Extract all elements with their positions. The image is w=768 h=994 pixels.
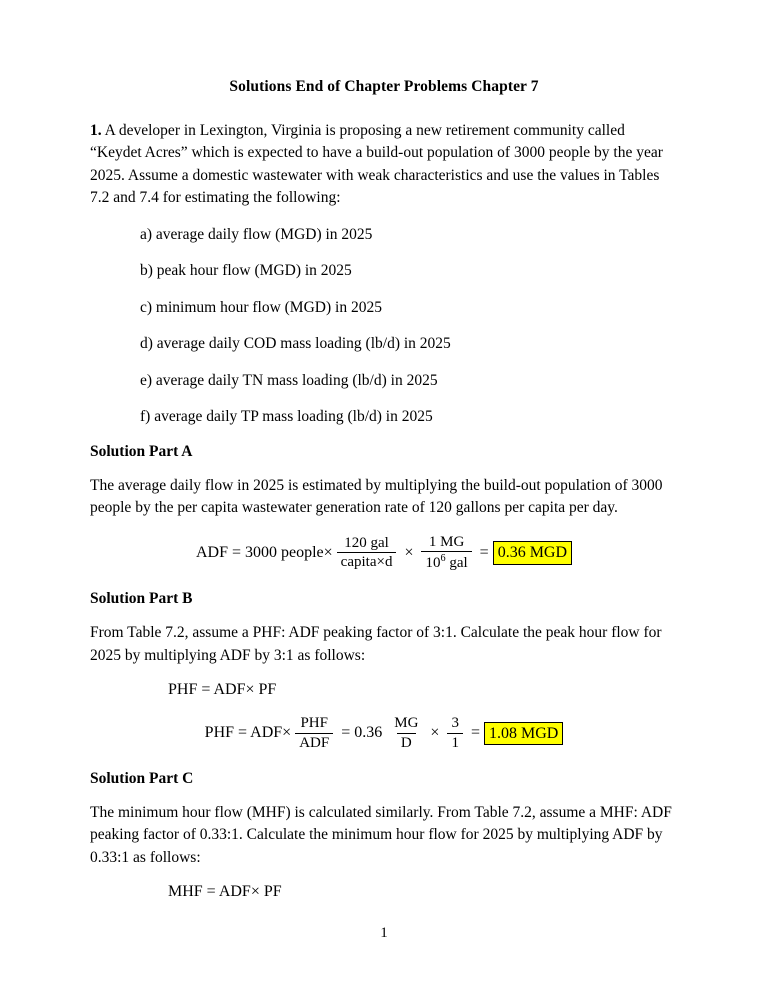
problem-text: A developer in Lexington, Virginia is proposing a new retirement community called “Keydet Acres” which is expected to have a build-out population of 3000 people by the year 2025. Assume a domestic wastewater with weak characteristics and use the values in Tables 7.2 and 7.4 for estimating the following: xyxy=(90,122,663,207)
problem-item-c: c) minimum hour flow (MGD) in 2025 xyxy=(140,298,382,316)
equation-adf-frac2-numerator: 1 MG xyxy=(428,533,465,550)
equation-adf-times: × xyxy=(404,543,414,561)
section-body-part-a: The average daily flow in 2025 is estimated by multiplying the build-out population of 3000 people by the per capita wastewater generation rate of 120 gallons per capita per day. xyxy=(90,476,663,517)
section-body-part-b: From Table 7.2, assume a PHF: ADF peaking factor of 3:1. Calculate the peak hour flow for 2025 by multiplying ADF by 3:1 as follows: xyxy=(90,624,662,664)
section-heading-part-b: Solution Part B xyxy=(90,590,193,608)
section-heading-part-c: Solution Part C xyxy=(90,769,194,787)
equation-phf xyxy=(90,715,678,752)
page-number: 1 xyxy=(380,925,388,941)
equation-phf-simple xyxy=(90,681,678,699)
equation-phf-fraction-1 xyxy=(295,715,333,752)
equation-phf-frac2-numerator: MG xyxy=(394,715,419,732)
page-title: Solutions End of Chapter Problems Chapter 7 xyxy=(229,78,539,95)
problem-item-d: d) average daily COD mass loading (lb/d) in 2025 xyxy=(140,335,451,353)
equation-adf-frac2-exponent: 6 xyxy=(440,553,446,565)
equation-adf-fraction-1 xyxy=(337,535,397,572)
equation-phf-equals-1: = 0.36 xyxy=(341,724,383,742)
equation-adf-equals: = xyxy=(479,543,489,561)
equation-phf-frac3-denominator: 1 xyxy=(447,733,463,752)
equation-phf-frac1-denominator: ADF xyxy=(295,733,333,752)
equation-phf-equals-2: = xyxy=(470,724,480,742)
problem-item-e: e) average daily TN mass loading (lb/d) in 2025 xyxy=(140,371,438,389)
equation-phf-simple-text: PHF = ADF× PF xyxy=(168,681,277,699)
equation-adf-lhs: ADF = 3000 people× xyxy=(195,543,333,561)
problem-statement xyxy=(90,120,678,210)
equation-adf-result-highlight: 0.36 MGD xyxy=(493,541,572,564)
equation-mhf-simple xyxy=(90,883,678,901)
equation-adf-fraction-2 xyxy=(421,534,471,573)
equation-phf-frac2-denominator: D xyxy=(397,733,416,752)
equation-phf-fraction-3 xyxy=(447,715,463,752)
equation-adf-frac2-unit: gal xyxy=(445,555,468,572)
equation-mhf-simple-text: MHF = ADF× PF xyxy=(168,883,282,901)
equation-adf-frac2-denominator xyxy=(421,551,471,572)
equation-adf-frac1-denominator: capita×d xyxy=(337,552,397,571)
equation-phf-result-highlight: 1.08 MGD xyxy=(484,722,563,745)
equation-phf-frac3-numerator: 3 xyxy=(451,715,459,732)
equation-phf-fraction-2 xyxy=(390,715,422,752)
equation-adf-frac2-base: 10 xyxy=(425,555,441,572)
problem-item-b: b) peak hour flow (MGD) in 2025 xyxy=(140,262,352,280)
equation-adf xyxy=(90,534,678,573)
problem-number: 1. xyxy=(90,122,102,139)
section-heading-part-a: Solution Part A xyxy=(90,442,193,460)
problem-item-a: a) average daily flow (MGD) in 2025 xyxy=(140,225,373,243)
equation-phf-times: × xyxy=(430,724,440,742)
equation-phf-frac1-numerator: PHF xyxy=(300,715,328,732)
equation-adf-frac1-numerator: 120 gal xyxy=(344,534,389,551)
section-body-part-c: The minimum hour flow (MHF) is calculated similarly. From Table 7.2, assume a MHF: ADF peaking factor of 0.33:1. Calculate the minimum hour flow for 2025 by multiplying ADF by 0.33:1 as follows: xyxy=(90,803,672,866)
problem-item-f: f) average daily TP mass loading (lb/d) in 2025 xyxy=(140,408,433,426)
equation-phf-lhs: PHF = ADF× xyxy=(204,724,292,742)
